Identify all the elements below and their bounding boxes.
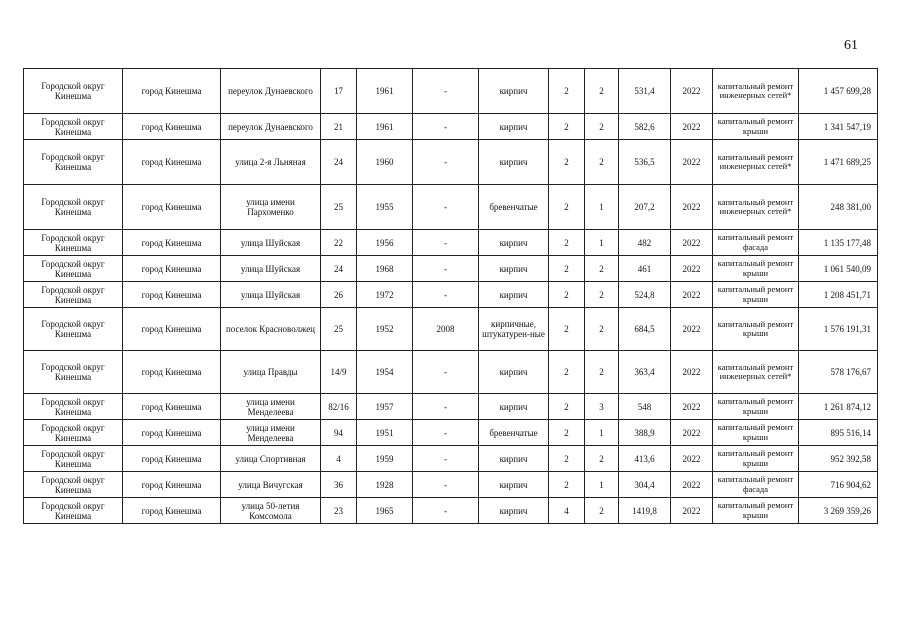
cell-floors: 2 bbox=[549, 420, 585, 446]
cell-wall-material: бревенчатые bbox=[479, 420, 549, 446]
cell-area: 548 bbox=[619, 394, 671, 420]
cell-city: город Кинешма bbox=[123, 114, 221, 140]
cell-reconstruction-year: - bbox=[413, 185, 479, 230]
cell-house-number: 23 bbox=[321, 498, 357, 524]
cell-floors: 2 bbox=[549, 394, 585, 420]
cell-floors: 2 bbox=[549, 230, 585, 256]
cell-district: Городской округ Кинешма bbox=[24, 114, 123, 140]
cell-build-year: 1965 bbox=[357, 498, 413, 524]
cell-build-year: 1954 bbox=[357, 351, 413, 394]
cell-wall-material: кирпич bbox=[479, 140, 549, 185]
cell-wall-material: кирпич bbox=[479, 472, 549, 498]
cell-build-year: 1957 bbox=[357, 394, 413, 420]
cell-wall-material: бревенчатые bbox=[479, 185, 549, 230]
cell-city: город Кинешма bbox=[123, 230, 221, 256]
cell-wall-material: кирпич bbox=[479, 394, 549, 420]
table-row bbox=[24, 185, 878, 230]
cell-district: Городской округ Кинешма bbox=[24, 498, 123, 524]
cell-street: улица Спортивная bbox=[221, 446, 321, 472]
cell-street: улица Правды bbox=[221, 351, 321, 394]
cell-floors: 2 bbox=[549, 282, 585, 308]
cell-entrances: 2 bbox=[585, 69, 619, 114]
cell-work-type: капитальный ремонт инженерных сетей* bbox=[713, 69, 799, 114]
cell-repair-year: 2022 bbox=[671, 230, 713, 256]
cell-area: 524,8 bbox=[619, 282, 671, 308]
cell-build-year: 1961 bbox=[357, 114, 413, 140]
cell-repair-year: 2022 bbox=[671, 472, 713, 498]
cell-cost: 1 261 874,12 bbox=[799, 394, 878, 420]
cell-district: Городской округ Кинешма bbox=[24, 256, 123, 282]
cell-cost: 578 176,67 bbox=[799, 351, 878, 394]
cell-wall-material: кирпич bbox=[479, 69, 549, 114]
cell-area: 363,4 bbox=[619, 351, 671, 394]
cell-build-year: 1951 bbox=[357, 420, 413, 446]
cell-house-number: 21 bbox=[321, 114, 357, 140]
table-row bbox=[24, 114, 878, 140]
cell-floors: 4 bbox=[549, 498, 585, 524]
cell-reconstruction-year: - bbox=[413, 256, 479, 282]
cell-repair-year: 2022 bbox=[671, 420, 713, 446]
cell-reconstruction-year: - bbox=[413, 394, 479, 420]
housing-repair-table bbox=[23, 68, 878, 524]
table-row bbox=[24, 282, 878, 308]
cell-house-number: 24 bbox=[321, 256, 357, 282]
cell-entrances: 1 bbox=[585, 420, 619, 446]
cell-entrances: 2 bbox=[585, 114, 619, 140]
cell-house-number: 25 bbox=[321, 185, 357, 230]
cell-reconstruction-year: - bbox=[413, 69, 479, 114]
cell-street: улица Вичугская bbox=[221, 472, 321, 498]
cell-wall-material: кирпич bbox=[479, 446, 549, 472]
cell-floors: 2 bbox=[549, 351, 585, 394]
cell-city: город Кинешма bbox=[123, 140, 221, 185]
cell-district: Городской округ Кинешма bbox=[24, 420, 123, 446]
cell-city: город Кинешма bbox=[123, 446, 221, 472]
table-row bbox=[24, 420, 878, 446]
cell-repair-year: 2022 bbox=[671, 351, 713, 394]
cell-cost: 1 576 191,31 bbox=[799, 308, 878, 351]
cell-house-number: 82/16 bbox=[321, 394, 357, 420]
cell-wall-material: кирпич bbox=[479, 282, 549, 308]
cell-street: поселок Красноволжец bbox=[221, 308, 321, 351]
cell-work-type: капитальный ремонт фасада bbox=[713, 472, 799, 498]
cell-floors: 2 bbox=[549, 140, 585, 185]
cell-reconstruction-year: - bbox=[413, 351, 479, 394]
cell-entrances: 2 bbox=[585, 498, 619, 524]
cell-cost: 1 471 689,25 bbox=[799, 140, 878, 185]
cell-city: город Кинешма bbox=[123, 185, 221, 230]
cell-cost: 716 904,62 bbox=[799, 472, 878, 498]
cell-city: город Кинешма bbox=[123, 69, 221, 114]
cell-repair-year: 2022 bbox=[671, 394, 713, 420]
cell-street: улица имени Пархоменко bbox=[221, 185, 321, 230]
table-row bbox=[24, 308, 878, 351]
cell-wall-material: кирпич bbox=[479, 498, 549, 524]
cell-district: Городской округ Кинешма bbox=[24, 140, 123, 185]
cell-wall-material: кирпич bbox=[479, 351, 549, 394]
cell-work-type: капитальный ремонт фасада bbox=[713, 230, 799, 256]
cell-house-number: 22 bbox=[321, 230, 357, 256]
cell-reconstruction-year: - bbox=[413, 498, 479, 524]
cell-city: город Кинешма bbox=[123, 308, 221, 351]
cell-area: 1419,8 bbox=[619, 498, 671, 524]
cell-area: 536,5 bbox=[619, 140, 671, 185]
table-row bbox=[24, 230, 878, 256]
cell-entrances: 1 bbox=[585, 472, 619, 498]
cell-district: Городской округ Кинешма bbox=[24, 282, 123, 308]
cell-house-number: 25 bbox=[321, 308, 357, 351]
cell-work-type: капитальный ремонт крыши bbox=[713, 308, 799, 351]
cell-street: улица Шуйская bbox=[221, 256, 321, 282]
cell-cost: 1 135 177,48 bbox=[799, 230, 878, 256]
cell-reconstruction-year: - bbox=[413, 472, 479, 498]
cell-repair-year: 2022 bbox=[671, 498, 713, 524]
cell-reconstruction-year: 2008 bbox=[413, 308, 479, 351]
page-number: 61 bbox=[844, 38, 858, 53]
cell-work-type: капитальный ремонт крыши bbox=[713, 420, 799, 446]
cell-reconstruction-year: - bbox=[413, 446, 479, 472]
cell-build-year: 1972 bbox=[357, 282, 413, 308]
cell-floors: 2 bbox=[549, 256, 585, 282]
cell-work-type: капитальный ремонт крыши bbox=[713, 256, 799, 282]
cell-street: улица 50-летия Комсомола bbox=[221, 498, 321, 524]
cell-reconstruction-year: - bbox=[413, 114, 479, 140]
cell-house-number: 36 bbox=[321, 472, 357, 498]
cell-area: 388,9 bbox=[619, 420, 671, 446]
cell-house-number: 94 bbox=[321, 420, 357, 446]
cell-work-type: капитальный ремонт инженерных сетей* bbox=[713, 185, 799, 230]
cell-floors: 2 bbox=[549, 446, 585, 472]
cell-work-type: капитальный ремонт крыши bbox=[713, 446, 799, 472]
cell-reconstruction-year: - bbox=[413, 282, 479, 308]
cell-street: улица имени Менделеева bbox=[221, 394, 321, 420]
cell-area: 413,6 bbox=[619, 446, 671, 472]
cell-area: 482 bbox=[619, 230, 671, 256]
cell-street: улица 2-я Льняная bbox=[221, 140, 321, 185]
cell-entrances: 2 bbox=[585, 256, 619, 282]
cell-wall-material: кирпич bbox=[479, 256, 549, 282]
cell-work-type: капитальный ремонт инженерных сетей* bbox=[713, 140, 799, 185]
cell-floors: 2 bbox=[549, 69, 585, 114]
cell-reconstruction-year: - bbox=[413, 420, 479, 446]
cell-cost: 952 392,58 bbox=[799, 446, 878, 472]
table-row bbox=[24, 351, 878, 394]
cell-street: улица имени Менделеева bbox=[221, 420, 321, 446]
table-row bbox=[24, 498, 878, 524]
cell-repair-year: 2022 bbox=[671, 69, 713, 114]
cell-entrances: 2 bbox=[585, 282, 619, 308]
cell-build-year: 1959 bbox=[357, 446, 413, 472]
cell-entrances: 2 bbox=[585, 446, 619, 472]
cell-cost: 895 516,14 bbox=[799, 420, 878, 446]
cell-district: Городской округ Кинешма bbox=[24, 308, 123, 351]
cell-repair-year: 2022 bbox=[671, 185, 713, 230]
cell-area: 461 bbox=[619, 256, 671, 282]
cell-build-year: 1928 bbox=[357, 472, 413, 498]
cell-work-type: капитальный ремонт крыши bbox=[713, 498, 799, 524]
table-row bbox=[24, 446, 878, 472]
cell-wall-material: кирпич bbox=[479, 230, 549, 256]
cell-city: город Кинешма bbox=[123, 351, 221, 394]
cell-entrances: 2 bbox=[585, 140, 619, 185]
cell-area: 304,4 bbox=[619, 472, 671, 498]
cell-street: улица Шуйская bbox=[221, 230, 321, 256]
cell-cost: 3 269 359,26 bbox=[799, 498, 878, 524]
cell-cost: 1 457 699,28 bbox=[799, 69, 878, 114]
cell-build-year: 1952 bbox=[357, 308, 413, 351]
cell-floors: 2 bbox=[549, 185, 585, 230]
cell-district: Городской округ Кинешма bbox=[24, 351, 123, 394]
table-row bbox=[24, 256, 878, 282]
cell-repair-year: 2022 bbox=[671, 114, 713, 140]
cell-build-year: 1955 bbox=[357, 185, 413, 230]
cell-city: город Кинешма bbox=[123, 498, 221, 524]
cell-build-year: 1968 bbox=[357, 256, 413, 282]
table-row bbox=[24, 472, 878, 498]
cell-city: город Кинешма bbox=[123, 394, 221, 420]
cell-work-type: капитальный ремонт крыши bbox=[713, 282, 799, 308]
cell-repair-year: 2022 bbox=[671, 282, 713, 308]
cell-repair-year: 2022 bbox=[671, 308, 713, 351]
cell-work-type: капитальный ремонт инженерных сетей* bbox=[713, 351, 799, 394]
cell-district: Городской округ Кинешма bbox=[24, 185, 123, 230]
cell-floors: 2 bbox=[549, 114, 585, 140]
cell-cost: 1 208 451,71 bbox=[799, 282, 878, 308]
cell-street: переулок Дунаевского bbox=[221, 114, 321, 140]
cell-district: Городской округ Кинешма bbox=[24, 446, 123, 472]
cell-house-number: 17 bbox=[321, 69, 357, 114]
cell-city: город Кинешма bbox=[123, 420, 221, 446]
cell-house-number: 24 bbox=[321, 140, 357, 185]
cell-district: Городской округ Кинешма bbox=[24, 230, 123, 256]
cell-street: улица Шуйская bbox=[221, 282, 321, 308]
cell-cost: 1 061 540,09 bbox=[799, 256, 878, 282]
cell-entrances: 1 bbox=[585, 185, 619, 230]
cell-cost: 1 341 547,19 bbox=[799, 114, 878, 140]
cell-cost: 248 381,00 bbox=[799, 185, 878, 230]
cell-city: город Кинешма bbox=[123, 256, 221, 282]
cell-district: Городской округ Кинешма bbox=[24, 472, 123, 498]
cell-wall-material: кирпич bbox=[479, 114, 549, 140]
table-row bbox=[24, 69, 878, 114]
cell-reconstruction-year: - bbox=[413, 140, 479, 185]
table-body bbox=[24, 69, 878, 524]
cell-floors: 2 bbox=[549, 472, 585, 498]
cell-entrances: 2 bbox=[585, 308, 619, 351]
cell-work-type: капитальный ремонт крыши bbox=[713, 114, 799, 140]
cell-entrances: 3 bbox=[585, 394, 619, 420]
cell-build-year: 1961 bbox=[357, 69, 413, 114]
table-row bbox=[24, 394, 878, 420]
cell-house-number: 4 bbox=[321, 446, 357, 472]
cell-repair-year: 2022 bbox=[671, 256, 713, 282]
cell-district: Городской округ Кинешма bbox=[24, 69, 123, 114]
cell-build-year: 1960 bbox=[357, 140, 413, 185]
cell-area: 531,4 bbox=[619, 69, 671, 114]
cell-entrances: 1 bbox=[585, 230, 619, 256]
cell-house-number: 26 bbox=[321, 282, 357, 308]
table-row bbox=[24, 140, 878, 185]
cell-repair-year: 2022 bbox=[671, 140, 713, 185]
cell-city: город Кинешма bbox=[123, 472, 221, 498]
cell-area: 582,6 bbox=[619, 114, 671, 140]
cell-district: Городской округ Кинешма bbox=[24, 394, 123, 420]
cell-work-type: капитальный ремонт крыши bbox=[713, 394, 799, 420]
cell-wall-material: кирпичные, штукатурен-ные bbox=[479, 308, 549, 351]
cell-entrances: 2 bbox=[585, 351, 619, 394]
cell-house-number: 14/9 bbox=[321, 351, 357, 394]
cell-area: 207,2 bbox=[619, 185, 671, 230]
cell-floors: 2 bbox=[549, 308, 585, 351]
cell-repair-year: 2022 bbox=[671, 446, 713, 472]
cell-build-year: 1956 bbox=[357, 230, 413, 256]
cell-area: 684,5 bbox=[619, 308, 671, 351]
cell-street: переулок Дунаевского bbox=[221, 69, 321, 114]
cell-reconstruction-year: - bbox=[413, 230, 479, 256]
cell-city: город Кинешма bbox=[123, 282, 221, 308]
